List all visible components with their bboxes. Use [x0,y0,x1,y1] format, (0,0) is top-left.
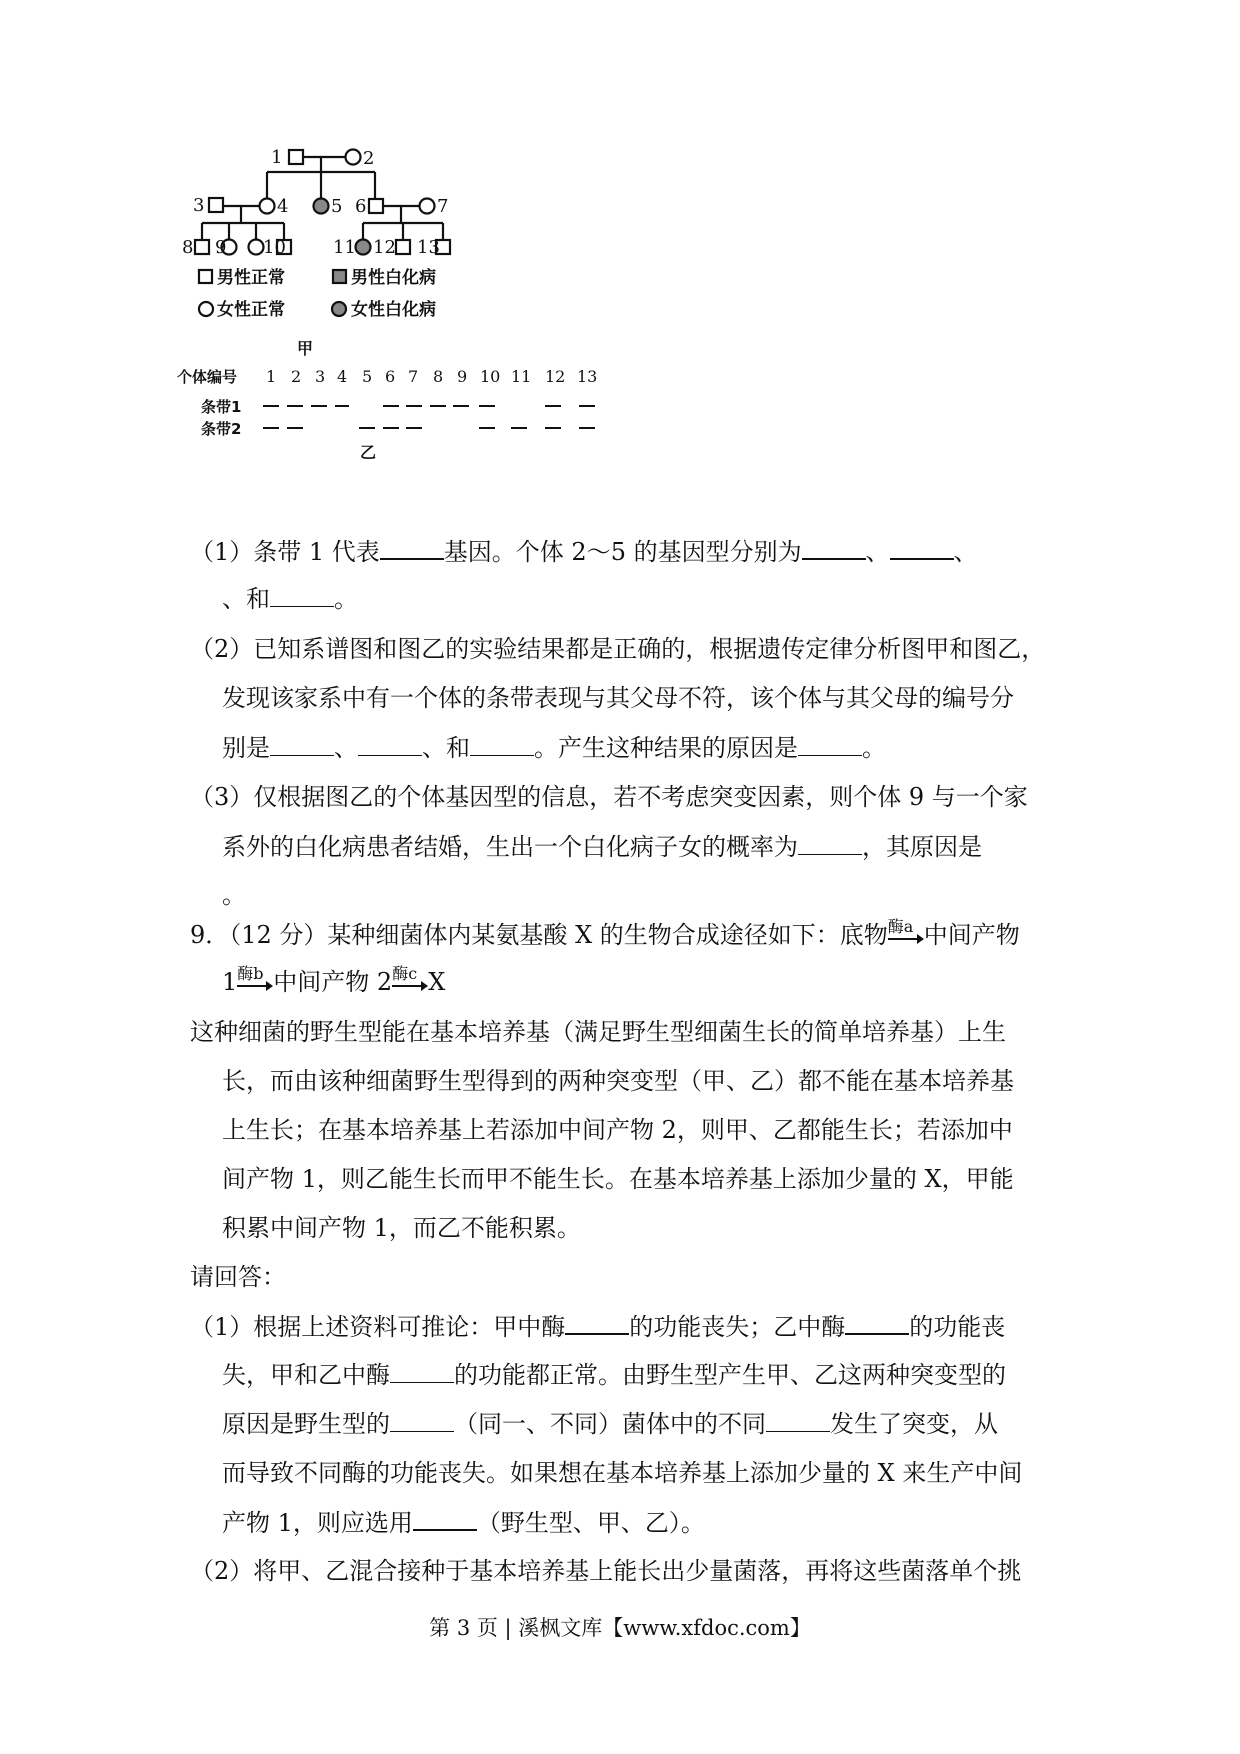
q9-part1-line4: 而导致不同酶的功能丧失。如果想在基本培养基上添加少量的 X 来生产中间 [222,1459,1023,1487]
answer-blank[interactable] [270,733,334,756]
q9-part1-line1: （1）根据上述资料可推论：甲中酶 的功能丧失；乙中酶 的功能丧 [190,1313,1006,1341]
band-number: 8 [433,367,444,386]
q8-part3-line1: （3）仅根据图乙的个体基因型的信息，若不考虑突变因素，则个体 9 与一个家 [190,783,1028,811]
answer-blank[interactable] [470,733,534,756]
pedigree-individual-7 [420,199,435,214]
pedigree-individual-4 [260,199,275,214]
band-number: 6 [385,367,396,386]
pedigree-individual-6 [369,199,383,213]
pedigree-label: 11 [333,237,356,258]
q9-part2-line1: （2）将甲、乙混合接种于基本培养基上能长出少量菌落，再将这些菌落单个挑 [190,1557,1022,1585]
q9-title-line2: 1 酶b 中间产物 2 酶c X [222,964,446,996]
pedigree-individual-5 [314,199,329,214]
pedigree-individual-12b [396,240,410,254]
answer-blank[interactable] [358,733,422,756]
answer-blank[interactable] [270,584,334,607]
band-number: 1 [266,367,277,386]
q9-part1-line2: 失，甲和乙中酶 的功能都正常。由野生型产生甲、乙这两种突变型的 [222,1361,1006,1389]
pedigree-label: 13 [417,237,440,258]
legend-male-normal: 男性正常 [217,268,285,288]
q9-paragraph-line3: 上生长；在基本培养基上若添加中间产物 2，则甲、乙都能生长；若添加中 [222,1116,1013,1144]
legend-female-albino: 女性白化病 [351,300,436,320]
answer-blank[interactable] [802,536,866,560]
pedigree-label: 1 [271,147,283,168]
band-number: 9 [457,367,468,386]
q8-part1-line2: 、和 。 [222,585,358,613]
legend-male-albino-icon [333,270,346,283]
band-number: 11 [511,367,532,386]
pedigree-individual-3 [209,198,223,212]
band-number: 7 [408,367,419,386]
legend-female-normal-icon [199,302,213,316]
page-footer: 第 3 页 | 溪枫文库【www.xfdoc.com】 [429,1616,811,1640]
answer-blank[interactable] [798,733,862,756]
q8-part2-line1: （2）已知系谱图和图乙的实验结果都是正确的，根据遗传定律分析图甲和图乙， [190,635,1046,663]
pedigree-individual-8 [195,240,209,254]
answer-blank[interactable] [798,832,862,855]
legend-female-normal: 女性正常 [217,300,285,320]
band-number: 2 [291,367,302,386]
pedigree-label: 7 [437,196,449,217]
q9-paragraph-line4: 间产物 1，则乙能生长而甲不能生长。在基本培养基上添加少量的 X，甲能 [222,1165,1014,1193]
pedigree-individual-10 [249,240,264,255]
answer-blank[interactable] [890,536,954,560]
pedigree-label: 10 [263,237,286,258]
pedigree-label: 4 [277,196,289,217]
q9-part1-line3: 原因是野生型的 （同一、不同）菌体中的不同 发生了突变，从 [222,1410,998,1438]
answer-blank[interactable] [766,1409,830,1432]
enzyme-b-arrow: 酶b [237,967,273,997]
figure-pedigree-and-bands [177,147,705,520]
q9-paragraph-line1: 这种细菌的野生型能在基本培养基（满足野生型细菌生长的简单培养基）上生 [190,1018,1006,1046]
band-number: 12 [545,367,566,386]
answer-blank[interactable] [413,1507,477,1531]
figure-label-jia: 甲 [297,339,314,358]
band2-label: 条带2 [201,420,242,438]
band-number: 13 [577,367,598,386]
legend-female-albino-icon [332,302,346,316]
band-number: 5 [362,367,373,386]
q8-part1-line1: （1）条带 1 代表 基因。个体 2～5 的基因型分别为 、 、 [190,538,978,566]
pedigree-label: 5 [331,196,343,217]
answer-blank[interactable] [565,1311,629,1335]
q9-paragraph-line5: 积累中间产物 1，而乙不能积累。 [222,1214,581,1242]
answer-blank[interactable] [390,1360,454,1383]
pedigree-label: 9 [215,237,227,258]
pedigree-label: 3 [193,195,205,216]
q8-part2-line2: 发现该家系中有一个体的条带表现与其父母不符，该个体与其父母的编号分 [222,684,1014,712]
legend-male-albino: 男性白化病 [351,268,436,288]
q8-part2-line3: 别是 、 、和 。产生这种结果的原因是 。 [222,734,886,762]
pedigree-label: 6 [355,196,367,217]
band-row-header: 个体编号 [177,368,238,386]
answer-blank[interactable] [390,1409,454,1432]
band-number: 3 [315,367,326,386]
band1-label: 条带1 [201,398,242,416]
band-number: 4 [337,367,348,386]
pedigree-individual-2 [346,150,361,165]
pedigree-label: 2 [363,148,375,169]
answer-blank[interactable] [380,536,444,560]
enzyme-a-arrow: 酶a [888,920,924,950]
q9-ask: 请回答： [190,1263,286,1291]
figure-label-yi: 乙 [360,443,377,462]
pedigree-individual-12 [356,240,371,255]
q9-part1-line5: 产物 1，则应选用 （野生型、甲、乙）。 [222,1509,705,1537]
answer-blank[interactable] [845,1311,909,1335]
pedigree-label: 8 [182,237,194,258]
pedigree-label: 12 [373,237,396,258]
q9-title-line1: 9．（12 分）某种细菌体内某氨基酸 X 的生物合成途径如下：底物 酶a 中间产物 [190,917,1020,949]
q8-part3-line2: 系外的白化病患者结婚，生出一个白化病子女的概率为 ，其原因是 [222,833,982,861]
band-number: 10 [480,367,501,386]
q9-paragraph-line2: 长，而由该种细菌野生型得到的两种突变型（甲、乙）都不能在基本培养基 [222,1067,1014,1095]
legend-male-normal-icon [199,270,212,283]
enzyme-c-arrow: 酶c [392,967,428,997]
pedigree-individual-1 [289,150,303,164]
q8-part3-line3: 。 [222,881,246,909]
